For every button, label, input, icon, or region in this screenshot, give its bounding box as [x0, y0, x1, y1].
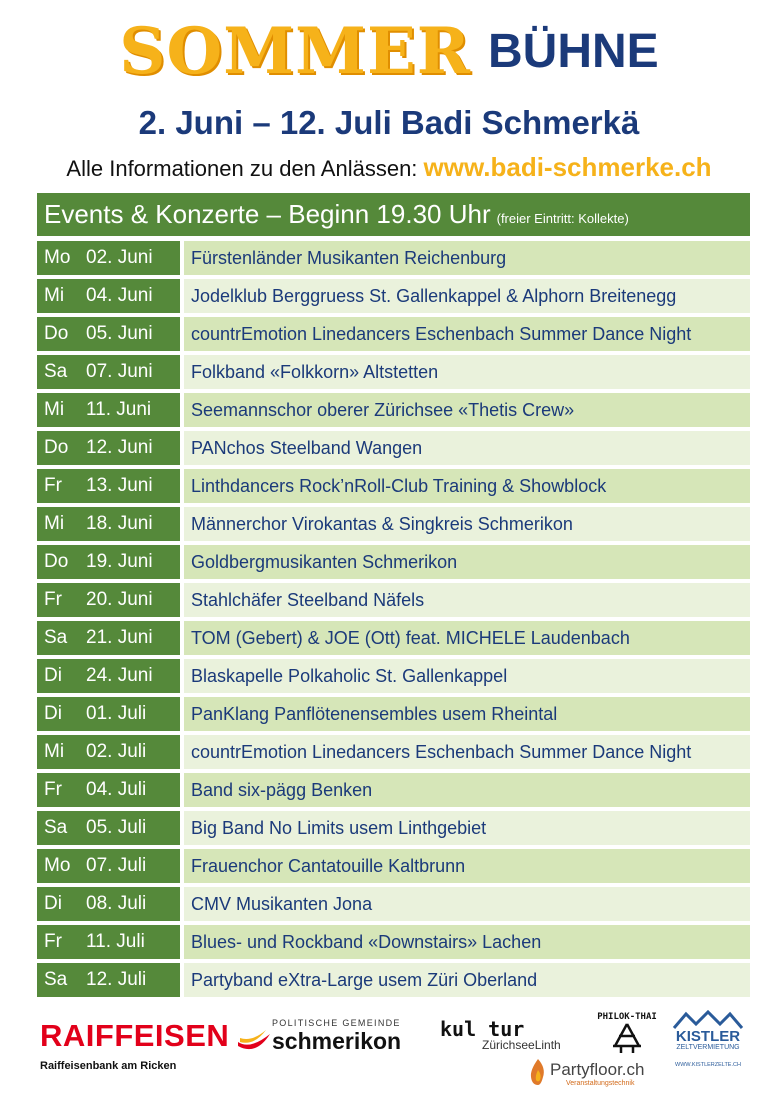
event-day-cell — [37, 849, 180, 883]
event-date: 21. Juni — [86, 627, 153, 648]
event-weekday: Fr — [44, 589, 62, 610]
poster-title — [0, 14, 778, 94]
event-row — [37, 849, 750, 883]
event-name: Blaskapelle Polkaholic St. Gallenkappel — [184, 659, 750, 693]
info-line — [0, 152, 778, 183]
event-weekday: Di — [44, 665, 62, 686]
title-sommer: SOMMER — [119, 14, 471, 89]
event-row — [37, 887, 750, 921]
event-day-cell — [37, 393, 180, 427]
events-list — [37, 241, 750, 1001]
partyfloor-subtitle: Veranstaltungstechnik — [566, 1080, 635, 1087]
event-name: Jodelklub Berggruess St. Gallenkappel & Alphorn Breitenegg — [184, 279, 750, 313]
kistler-logo — [672, 1010, 744, 1080]
event-day-cell — [37, 659, 180, 693]
partyfloor-logo — [528, 1058, 658, 1098]
event-name: Band six-pägg Benken — [184, 773, 750, 807]
event-weekday: Mi — [44, 513, 65, 534]
event-day-cell — [37, 925, 180, 959]
kistler-subtitle: ZELTVERMIETUNG — [676, 1044, 740, 1051]
event-row — [37, 355, 750, 389]
event-date: 05. Juli — [86, 817, 147, 838]
flame-icon — [528, 1058, 548, 1086]
event-day-cell — [37, 963, 180, 997]
event-day-cell — [37, 507, 180, 541]
event-name: countrEmotion Linedancers Eschenbach Summer Dance Night — [184, 735, 750, 769]
event-date: 04. Juni — [86, 285, 153, 306]
event-row — [37, 431, 750, 465]
pagoda-icon — [607, 1022, 647, 1054]
event-weekday: Fr — [44, 931, 62, 952]
partyfloor-name: Partyfloor.ch — [550, 1060, 645, 1079]
event-day-cell — [37, 887, 180, 921]
event-row — [37, 393, 750, 427]
event-weekday: Di — [44, 893, 62, 914]
event-row — [37, 811, 750, 845]
event-row — [37, 507, 750, 541]
event-row — [37, 773, 750, 807]
event-weekday: Sa — [44, 627, 68, 648]
event-name: TOM (Gebert) & JOE (Ott) feat. MICHELE Laudenbach — [184, 621, 750, 655]
event-row — [37, 735, 750, 769]
event-weekday: Mo — [44, 855, 71, 876]
event-row — [37, 583, 750, 617]
event-row — [37, 545, 750, 579]
event-day-cell — [37, 735, 180, 769]
event-date: 11. Juni — [86, 399, 152, 420]
event-date: 02. Juli — [86, 741, 147, 762]
event-weekday: Do — [44, 437, 69, 458]
event-day-cell — [37, 545, 180, 579]
event-weekday: Sa — [44, 969, 68, 990]
event-row — [37, 279, 750, 313]
event-name: Goldbergmusikanten Schmerikon — [184, 545, 750, 579]
event-day-cell — [37, 621, 180, 655]
event-name: Linthdancers Rock’nRoll-Club Training & Showblock — [184, 469, 750, 503]
raiffeisen-logo: RAIFFEISEN — [40, 1018, 230, 1053]
event-day-cell — [37, 773, 180, 807]
schmerikon-logo — [236, 1016, 426, 1066]
event-day-cell — [37, 469, 180, 503]
event-name: Folkband «Folkkorn» Altstetten — [184, 355, 750, 389]
event-day-cell — [37, 811, 180, 845]
event-date: 05. Juni — [86, 323, 153, 344]
tent-icon — [672, 1010, 744, 1030]
events-header — [37, 193, 750, 236]
events-header-note: (freier Eintritt: Kollekte) — [496, 211, 629, 226]
event-weekday: Fr — [44, 475, 62, 496]
raiffeisen-subtitle: Raiffeisenbank am Ricken — [40, 1060, 177, 1072]
event-weekday: Do — [44, 323, 69, 344]
event-date: 12. Juni — [86, 437, 153, 458]
event-weekday: Mi — [44, 399, 65, 420]
event-weekday: Fr — [44, 779, 62, 800]
event-day-cell — [37, 583, 180, 617]
events-header-title: Events & Konzerte – Beginn 19.30 Uhr — [44, 199, 491, 229]
event-day-cell — [37, 279, 180, 313]
event-weekday: Mi — [44, 741, 65, 762]
event-date: 11. Juli — [86, 931, 145, 952]
kistler-name: KISTLER — [675, 1028, 741, 1045]
event-date: 04. Juli — [86, 779, 147, 800]
schmerikon-name: schmerikon — [272, 1028, 402, 1054]
event-row — [37, 621, 750, 655]
event-date: 07. Juni — [86, 361, 153, 382]
event-date: 01. Juli — [86, 703, 147, 724]
event-day-cell — [37, 317, 180, 351]
event-weekday: Sa — [44, 817, 68, 838]
event-dates: 2. Juni – 12. Juli Badi Schmerkä — [138, 104, 640, 141]
event-weekday: Di — [44, 703, 62, 724]
schmerikon-swoosh-icon — [236, 1016, 272, 1056]
philok-thai-name: PHILOK-THAI — [597, 1012, 657, 1022]
event-name: Männerchor Virokantas & Singkreis Schmerikon — [184, 507, 750, 541]
event-name: countrEmotion Linedancers Eschenbach Summer Dance Night — [184, 317, 750, 351]
event-date: 24. Juni — [86, 665, 153, 686]
event-date: 02. Juni — [86, 247, 153, 268]
event-weekday: Do — [44, 551, 69, 572]
event-day-cell — [37, 431, 180, 465]
kultur-subtitle: ZürichseeLinth — [482, 1038, 561, 1052]
philok-thai-logo — [592, 1012, 662, 1058]
event-name: CMV Musikanten Jona — [184, 887, 750, 921]
event-name: Blues- und Rockband «Downstairs» Lachen — [184, 925, 750, 959]
event-row — [37, 241, 750, 275]
event-name: Big Band No Limits usem Linthgebiet — [184, 811, 750, 845]
info-text: Alle Informationen zu den Anlässen: — [66, 156, 424, 181]
event-row — [37, 697, 750, 731]
event-name: Stahlchäfer Steelband Näfels — [184, 583, 750, 617]
event-day-cell — [37, 697, 180, 731]
event-date: 19. Juni — [86, 551, 153, 572]
event-name: PANchos Steelband Wangen — [184, 431, 750, 465]
title-buhne: BÜHNE — [488, 25, 659, 78]
event-name: PanKlang Panflötenensembles usem Rheintal — [184, 697, 750, 731]
kistler-web: WWW.KISTLERZELTE.CH — [675, 1062, 741, 1068]
schmerikon-top-text: POLITISCHE GEMEINDE — [272, 1018, 401, 1028]
kultur-logo — [440, 1017, 590, 1060]
event-row — [37, 925, 750, 959]
event-date: 08. Juli — [86, 893, 147, 914]
event-weekday: Mo — [44, 247, 71, 268]
event-weekday: Sa — [44, 361, 68, 382]
sponsors-footer — [0, 1010, 778, 1100]
event-date: 07. Juli — [86, 855, 147, 876]
event-date: 12. Juli — [86, 969, 147, 990]
event-row — [37, 963, 750, 997]
event-name: Partyband eXtra-Large usem Züri Oberland — [184, 963, 750, 997]
event-row — [37, 469, 750, 503]
event-day-cell — [37, 355, 180, 389]
event-date: 13. Juni — [86, 475, 153, 496]
event-weekday: Mi — [44, 285, 65, 306]
event-name: Fürstenländer Musikanten Reichenburg — [184, 241, 750, 275]
event-date: 18. Juni — [86, 513, 153, 534]
event-name: Seemannschor oberer Zürichsee «Thetis Crew» — [184, 393, 750, 427]
info-url[interactable]: www.badi-schmerke.ch — [423, 152, 712, 182]
event-row — [37, 317, 750, 351]
event-row — [37, 659, 750, 693]
kultur-wordmark: kul tur — [440, 1017, 525, 1041]
event-name: Frauenchor Cantatouille Kaltbrunn — [184, 849, 750, 883]
event-date: 20. Juni — [86, 589, 153, 610]
event-day-cell — [37, 241, 180, 275]
